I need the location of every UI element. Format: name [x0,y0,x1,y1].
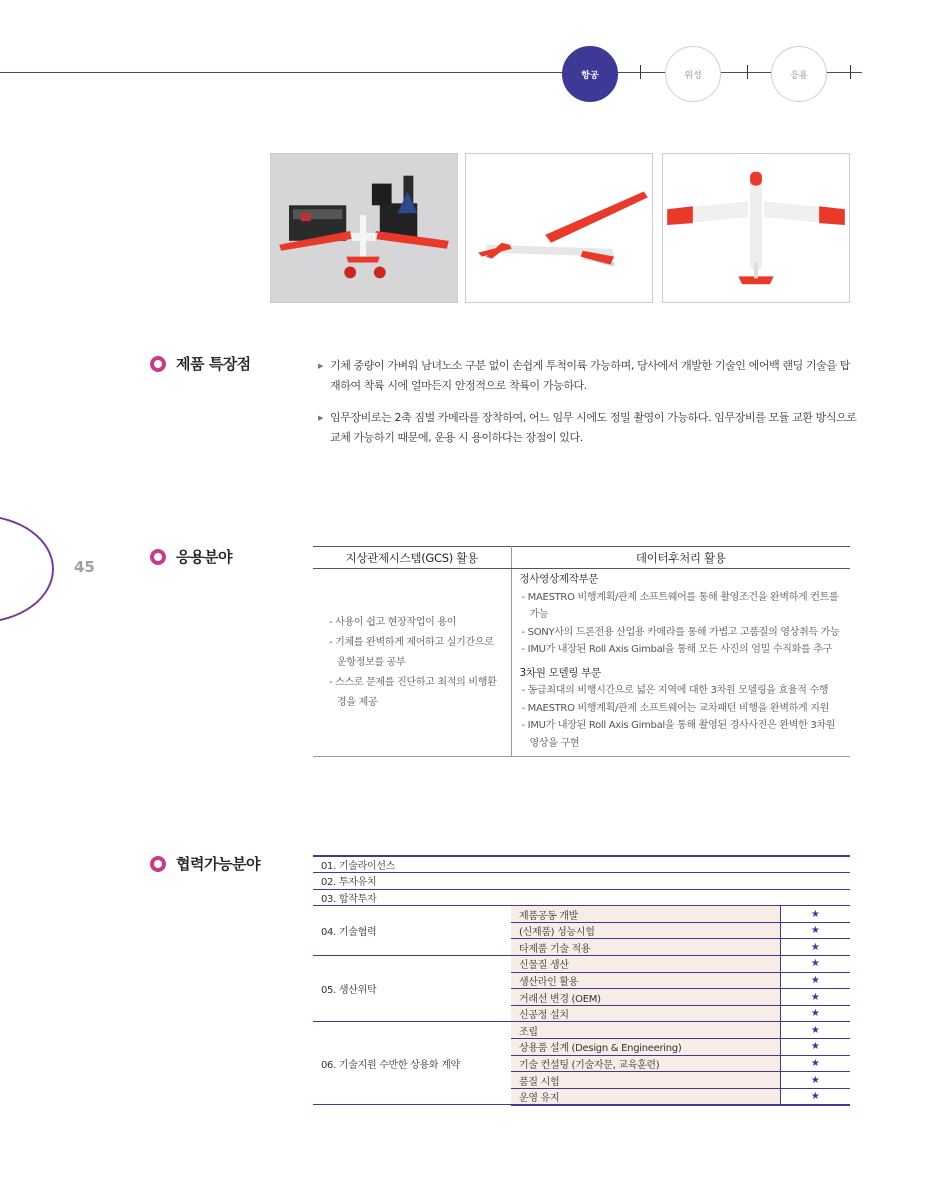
list-item: - 기체를 완벽하게 제어하고 실기간으로 운항정보를 공부 [329,636,494,668]
star-icon: ★ [780,1005,850,1022]
coop-item: 운영 유지 [511,1088,780,1105]
section-bullet-icon [150,856,166,872]
feature-item [318,356,858,396]
nav-separator [640,65,641,79]
coop-category: 04. 기술협력 [313,906,511,956]
drone-kit-photo [270,153,458,303]
feature-item [318,408,858,448]
table-row [313,569,850,757]
postprocessing-header: 데이터후처리 활용 [511,547,850,569]
nav-separator [747,65,748,79]
list-item: - MAESTRO 비행계획/관제 소프트웨어를 통해 촬영조건을 완벽하게 컨트롤가능 [521,591,839,620]
cooperation-table [313,855,850,1106]
coop-simple-row: 03. 합작투자 [313,889,850,906]
tab-label: 위성 [684,70,702,81]
coop-item: 신공정 설치 [511,1005,780,1022]
section-bullet-icon [150,356,166,372]
star-icon: ★ [780,1039,850,1056]
tab-aviation[interactable] [562,46,618,102]
section-title: 응용분야 [176,548,232,566]
coop-item: 타제품 기술 적용 [511,939,780,956]
table-row [313,956,850,973]
tab-application[interactable] [771,46,827,102]
section-title: 제품 특장점 [176,355,251,373]
header-rule [0,72,862,73]
drone-kit-illustration [271,154,457,302]
coop-item: 상용품 설계 (Design & Engineering) [511,1039,780,1056]
list-item: - 스스로 문제를 진단하고 최적의 비행환경을 제공 [329,676,497,708]
coop-item: (신제품) 성능시험 [511,922,780,939]
table-row [313,889,850,906]
feature-text: 임무장비로는 2축 짐벌 카메라를 장착하여, 어느 임무 시에도 정밀 촬영이 가능하다. 임무장비를 모듈 교환 방식으로 교체 가능하기 때문에, 운용 시 용이하다는 장점이 있다. [330,411,857,444]
coop-simple-row: 01. 기술라이선스 [313,856,850,873]
coop-item: 생산라인 활용 [511,972,780,989]
coop-item: 품질 시험 [511,1072,780,1089]
table-row [313,873,850,890]
star-icon: ★ [780,1088,850,1105]
features-list [318,356,858,460]
star-icon: ★ [780,1055,850,1072]
nav-separator [850,65,851,79]
coop-category: 06. 기술지원 수반한 상용화 계약 [313,1022,511,1105]
drone-side-photo [465,153,653,303]
coop-category: 05. 생산위탁 [313,956,511,1022]
star-icon: ★ [780,956,850,973]
cooperation-heading [150,853,260,874]
star-icon: ★ [780,989,850,1006]
page-number: 45 [74,558,95,576]
tab-label: 항공 [581,70,599,81]
list-item: - MAESTRO 비행계획/관제 소프트웨어는 교차패턴 비행을 완벽하게 지원 [521,702,829,714]
coop-simple-row: 02. 투자유치 [313,873,850,890]
group-title: 3차원 모델링 부문 [519,666,601,679]
star-icon: ★ [780,972,850,989]
coop-item: 기술 컨설팅 (기술자문, 교육훈련) [511,1055,780,1072]
tab-label: 응용 [790,70,808,81]
list-item: - IMU가 내장된 Roll Axis Gimbal을 통해 촬영된 경사사진은 완벽한 3차원 영상을 구현 [521,720,836,749]
postprocessing-cell [511,569,850,757]
tab-satellite[interactable] [665,46,721,102]
feature-text: 기체 중량이 가벼워 남녀노소 구분 없이 손쉽게 투척이륙 가능하며, 당사에서 개발한 기술인 에어백 랜딩 기술을 탑재하여 착륙 시에 얼마든지 안정적으로 착륙이 가능하다. [330,359,850,392]
drone-side-illustration [466,154,652,302]
star-icon: ★ [780,922,850,939]
triangle-bullet-icon: ▶ [318,362,323,370]
group-title: 정사영상제작부문 [519,573,599,585]
drone-top-illustration [663,154,849,302]
gcs-header: 지상관제시스템(GCS) 활용 [313,547,511,569]
drone-top-photo [662,153,850,303]
list-item: - 사용이 쉽고 현장작업이 용이 [329,616,457,628]
list-item: - IMU가 내장된 Roll Axis Gimbal을 통해 모든 사진의 엄밀 수직화를 추구 [521,644,832,655]
star-icon: ★ [780,1072,850,1089]
coop-item: 조립 [511,1022,780,1039]
coop-item: 제품공동 개발 [511,906,780,923]
coop-item: 거래선 변경 (OEM) [511,989,780,1006]
gcs-cell [313,569,511,757]
list-item: - 동급최대의 비행시간으로 넓은 지역에 대한 3차원 모델링을 효율적 수행 [521,685,829,696]
section-title: 협력가능분야 [176,855,260,873]
star-icon: ★ [780,906,850,923]
applications-heading [150,546,232,567]
page-arc-decoration [0,515,54,623]
table-row [313,856,850,873]
coop-item: 신물질 생산 [511,956,780,973]
section-bullet-icon [150,549,166,565]
list-item: - SONY사의 드론전용 산업용 카메라를 통해 가볍고 고품질의 영상취득 가능 [521,626,840,638]
star-icon: ★ [780,939,850,956]
applications-table [313,546,850,757]
features-heading [150,353,251,374]
table-row [313,1022,850,1039]
table-row [313,906,850,923]
table-header-row [313,547,850,569]
star-icon: ★ [780,1022,850,1039]
triangle-bullet-icon: ▶ [318,414,323,422]
